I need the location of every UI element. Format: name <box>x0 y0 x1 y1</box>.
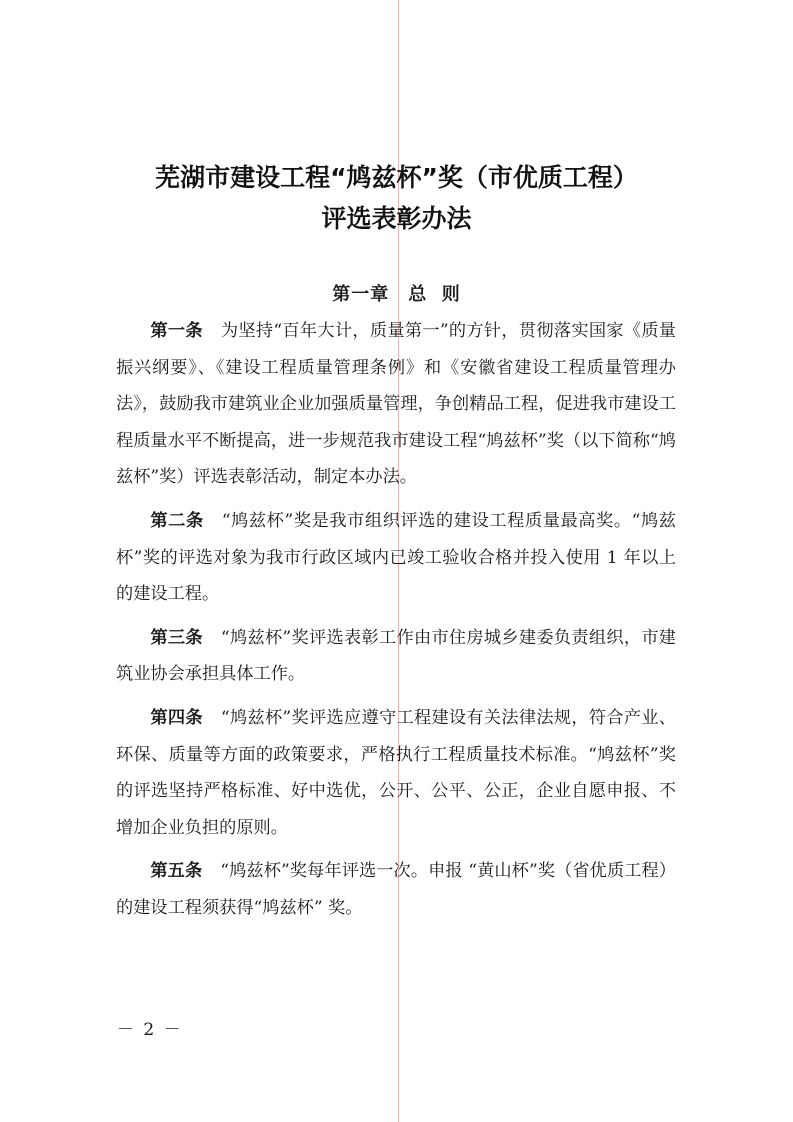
article-4 <box>116 700 676 846</box>
chapter-heading: 第一章 总 则 <box>332 284 461 305</box>
article-text: “鸠兹杯”奖是我市组织评选的建设工程质量最高奖。“鸠兹杯”奖的评选对象为我市行政区域内已竣工验收合格并投入使用 1 年以上的建设工程。 <box>116 510 676 605</box>
article-5 <box>116 853 676 926</box>
document-body <box>116 313 676 934</box>
article-label: 第一条 <box>150 321 203 341</box>
page-number: － 2 － <box>117 1020 183 1040</box>
article-text: 为坚持“百年大计，质量第一”的方针，贯彻落实国家《质量振兴纲要》、《建设工程质量管理条例》和《安徽省建设工程质量管理办法》，鼓励我市建筑业企业加强质量管理，争创精品工程，促进我市建设工程质量水平不断提高，进一步规范我市建设工程“鸠兹杯”奖（以下简称“鸠兹杯”奖）评选表彰活动，制定本办法。 <box>116 321 676 488</box>
article-text: “鸠兹杯”奖评选表彰工作由市住房城乡建委负责组织，市建筑业协会承担具体工作。 <box>116 627 676 685</box>
article-label: 第五条 <box>150 861 203 882</box>
document-title-line-1: 芜湖市建设工程“鸠兹杯”奖（市优质工程） <box>155 163 638 192</box>
article-label: 第四条 <box>150 707 203 728</box>
article-text: “鸠兹杯”奖每年评选一次。申报 “黄山杯”奖（省优质工程）的建设工程须获得“鸠兹杯” 奖。 <box>116 861 676 918</box>
document-title-line-2: 评选表彰办法 <box>321 204 472 233</box>
article-label: 第二条 <box>150 510 204 531</box>
article-label: 第三条 <box>150 627 203 648</box>
article-3 <box>116 620 676 693</box>
article-text: “鸠兹杯”奖评选应遵守工程建设有关法律法规，符合产业、环保、质量等方面的政策要求，严格执行工程质量技术标准。“鸠兹杯”奖的评选坚持严格标准、好中选优，公开、公平、公正，企业自愿申报、不增加企业负担的原则。 <box>116 707 676 838</box>
article-2 <box>116 503 676 613</box>
article-1 <box>116 313 676 496</box>
